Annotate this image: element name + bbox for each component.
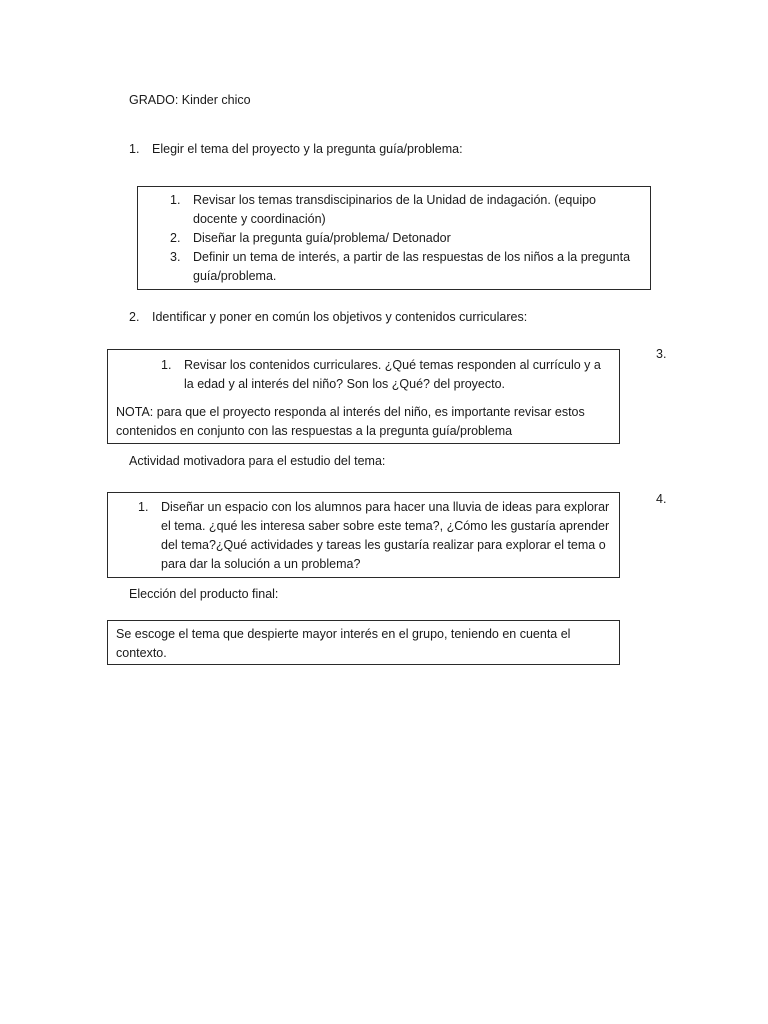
list-item-line: Revisar los temas transdiscipinarios de la Unidad de indagación. (equipo bbox=[193, 193, 597, 207]
section-3-box bbox=[107, 492, 620, 578]
section-4-box bbox=[107, 620, 620, 665]
list-item-line: Diseñar la pregunta guía/problema/ Detonador bbox=[193, 231, 451, 245]
list-item-line: guía/problema. bbox=[193, 269, 277, 283]
section-4-number: 4. bbox=[656, 492, 667, 506]
list-item-line: del tema?¿Qué actividades y tareas les gustaría realizar para explorar el tema o bbox=[161, 538, 606, 552]
section-3-number: 3. bbox=[656, 347, 667, 361]
list-item-line: Definir un tema de interés, a partir de las respuestas de los niños a la pregunta bbox=[193, 250, 631, 264]
section-1-heading: Elegir el tema del proyecto y la pregunta guía/problema: bbox=[152, 142, 463, 156]
section-1-box bbox=[137, 186, 651, 290]
list-item-number: 1. bbox=[161, 358, 172, 372]
section-3-heading: Actividad motivadora para el estudio del tema: bbox=[129, 454, 386, 468]
list-item-number: 1. bbox=[138, 500, 149, 514]
list-item-line: el tema. ¿qué les interesa saber sobre este tema?, ¿Cómo les gustaría aprender bbox=[161, 519, 610, 533]
section-1-number: 1. bbox=[129, 142, 140, 156]
grade-label: GRADO: Kinder chico bbox=[129, 93, 251, 107]
list-item-line: la edad y al interés del niño? Son los ¿Qué? del proyecto. bbox=[184, 377, 506, 391]
section-2-heading: Identificar y poner en común los objetivos y contenidos curriculares: bbox=[152, 310, 528, 324]
list-item-line: para dar la solución a un problema? bbox=[161, 557, 361, 571]
section-2-number: 2. bbox=[129, 310, 140, 324]
list-item-line: Revisar los contenidos curriculares. ¿Qué temas responden al currículo y a bbox=[184, 358, 601, 372]
section-4-heading: Elección del producto final: bbox=[129, 587, 279, 601]
list-item-line: docente y coordinación) bbox=[193, 212, 326, 226]
final-product-line: contexto. bbox=[116, 646, 167, 660]
final-product-line: Se escoge el tema que despierte mayor interés en el grupo, teniendo en cuenta el bbox=[116, 627, 571, 641]
section-2-box bbox=[107, 349, 620, 444]
note-line: NOTA: para que el proyecto responda al interés del niño, es importante revisar estos bbox=[116, 405, 585, 419]
list-item-line: Diseñar un espacio con los alumnos para hacer una lluvia de ideas para explorar bbox=[161, 500, 610, 514]
note-line: contenidos en conjunto con las respuestas a la pregunta guía/problema bbox=[116, 424, 513, 438]
list-item-number: 3. bbox=[170, 250, 181, 264]
list-item-number: 1. bbox=[170, 193, 181, 207]
list-item-number: 2. bbox=[170, 231, 181, 245]
